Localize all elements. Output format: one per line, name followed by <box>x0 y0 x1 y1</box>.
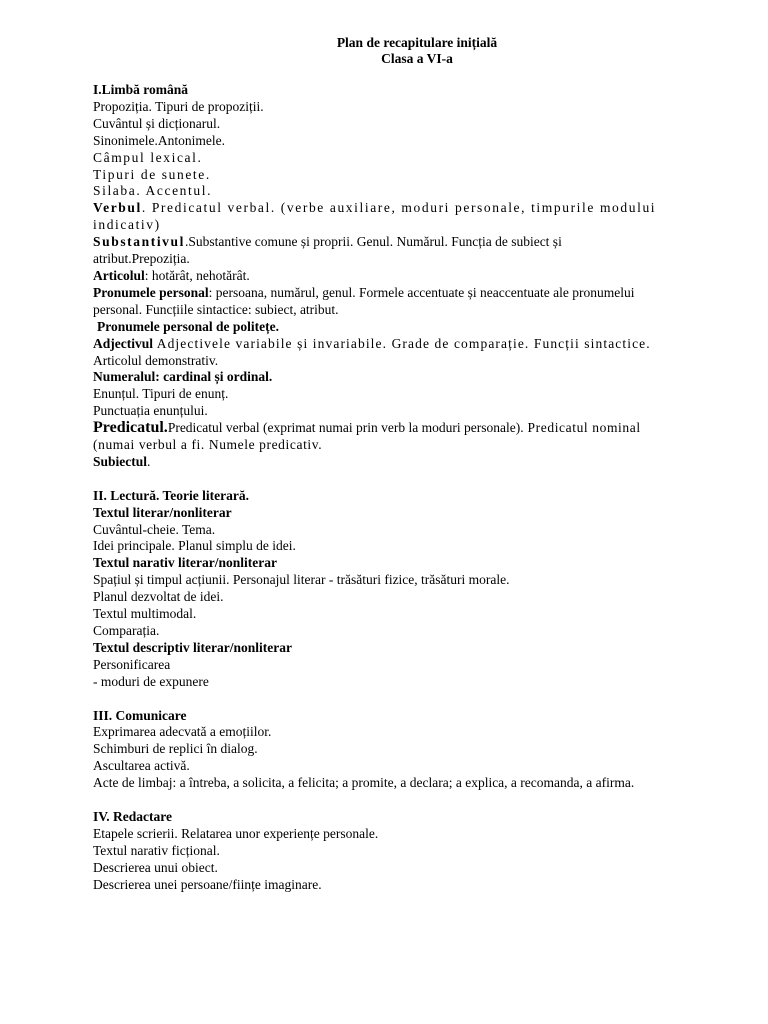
list-item: - moduri de expunere <box>93 673 209 689</box>
list-item-continuation: personal. Funcțiile sintactice: subiect, atribut. <box>93 301 339 317</box>
list-item: Exprimarea adecvată a emoțiilor. <box>93 724 272 740</box>
section-heading-limba-romana: I.Limbă română <box>93 82 189 97</box>
term-predicatul: Predicatul. <box>93 419 168 437</box>
list-item-verbul <box>93 200 733 217</box>
document-subtitle: Clasa a VI-a <box>381 51 453 66</box>
list-item-continuation: (numai verbul a fi. Numele predicativ. <box>93 437 323 453</box>
section-heading-redactare: IV. Redactare <box>93 808 172 824</box>
list-item: Cuvântul și dicționarul. <box>93 115 221 131</box>
list-item: Idei principale. Planul simplu de idei. <box>93 538 296 554</box>
list-item: Ascultarea activă. <box>93 758 190 774</box>
subheading: Textul literar/nonliterar <box>93 504 232 520</box>
list-item: Schimburi de replici în dialog. <box>93 741 258 757</box>
list-item: Descrierea unei persoane/ființe imaginare. <box>93 876 322 892</box>
subheading: Textul descriptiv literar/nonliterar <box>93 639 292 655</box>
list-item: Textul multimodal. <box>93 606 197 622</box>
list-item-adjectivul <box>93 336 733 353</box>
list-item: Spațiul și timpul acțiunii. Personajul literar - trăsături fizice, trăsături morale. <box>93 572 510 588</box>
list-item: Sinonimele.Antonimele. <box>93 132 225 148</box>
list-item-substantivul <box>93 234 733 251</box>
term-adjectivul: Adjectivul <box>93 335 153 351</box>
list-item: Enunțul. Tipuri de enunț. <box>93 386 229 402</box>
list-item: Descrierea unui obiect. <box>93 859 218 875</box>
list-item-continuation: Articolul demonstrativ. <box>93 352 219 368</box>
document-body <box>93 82 733 893</box>
document-title: Plan de recapitulare inițială <box>336 35 498 50</box>
spacer <box>93 691 733 708</box>
term-substantivul: Substantivul <box>93 234 185 250</box>
list-item-subiectul <box>93 454 733 471</box>
list-item-continuation: indicativ) <box>93 217 161 233</box>
subheading: Textul narativ literar/nonliterar <box>93 555 277 571</box>
term-text: : hotărât, nehotărât. <box>144 267 250 283</box>
list-item: Planul dezvoltat de idei. <box>93 589 224 605</box>
list-item-numeralul: Numeralul: cardinal și ordinal. <box>93 369 273 385</box>
list-item: Acte de limbaj: a întreba, a solicita, a felicita; a promite, a declara; a explica, a recomanda, a afirma. <box>93 775 635 791</box>
spacer <box>93 792 733 809</box>
term-verbul: Verbul <box>93 200 142 216</box>
list-item-pronumele <box>93 285 733 302</box>
list-item: Personificarea <box>93 656 171 672</box>
term-pronumele-personal: Pronumele personal <box>93 284 209 300</box>
list-item: Cuvântul-cheie. Tema. <box>93 521 216 537</box>
list-item: Textul narativ ficțional. <box>93 842 220 858</box>
section-heading-comunicare: III. Comunicare <box>93 707 187 723</box>
list-item-articolul <box>93 268 733 285</box>
list-item: Tipuri de sunete. <box>93 166 211 182</box>
list-item: Propoziția. Tipuri de propoziții. <box>93 98 264 114</box>
list-item-pronume-politete: Pronumele personal de politețe. <box>97 318 279 334</box>
term-articolul: Articolul <box>93 267 145 283</box>
term-subiectul: Subiectul <box>93 453 148 469</box>
list-item-predicatul <box>93 420 733 437</box>
section-heading-lectura: II. Lectură. Teorie literară. <box>93 487 249 503</box>
list-item: Etapele scrierii. Relatarea unor experiențe personale. <box>93 825 379 841</box>
list-item: Câmpul lexical. <box>93 149 203 165</box>
term-text: Adjectivele variabile și invariabile. Grade de comparație. Funcții sintactice. <box>153 335 651 351</box>
term-text: : persoana, numărul, genul. Formele accentuate și neaccentuate ale pronumelui <box>208 284 635 300</box>
term-text: Predicatul verbal (exprimat numai prin verb la moduri personale). <box>167 420 524 436</box>
term-text-spaced: Predicatul nominal <box>523 420 641 436</box>
list-item-continuation: atribut.Prepoziția. <box>93 251 190 267</box>
list-item: Comparația. <box>93 622 160 638</box>
spacer <box>93 471 733 488</box>
term-text: . Predicatul verbal. (verbe auxiliare, moduri personale, timpurile modului <box>141 200 657 216</box>
list-item: Silaba. Accentul. <box>93 183 213 199</box>
term-text: . <box>147 453 151 469</box>
term-text: .Substantive comune și proprii. Genul. Numărul. Funcția de subiect și <box>185 234 562 250</box>
list-item: Punctuația enunțului. <box>93 403 208 419</box>
